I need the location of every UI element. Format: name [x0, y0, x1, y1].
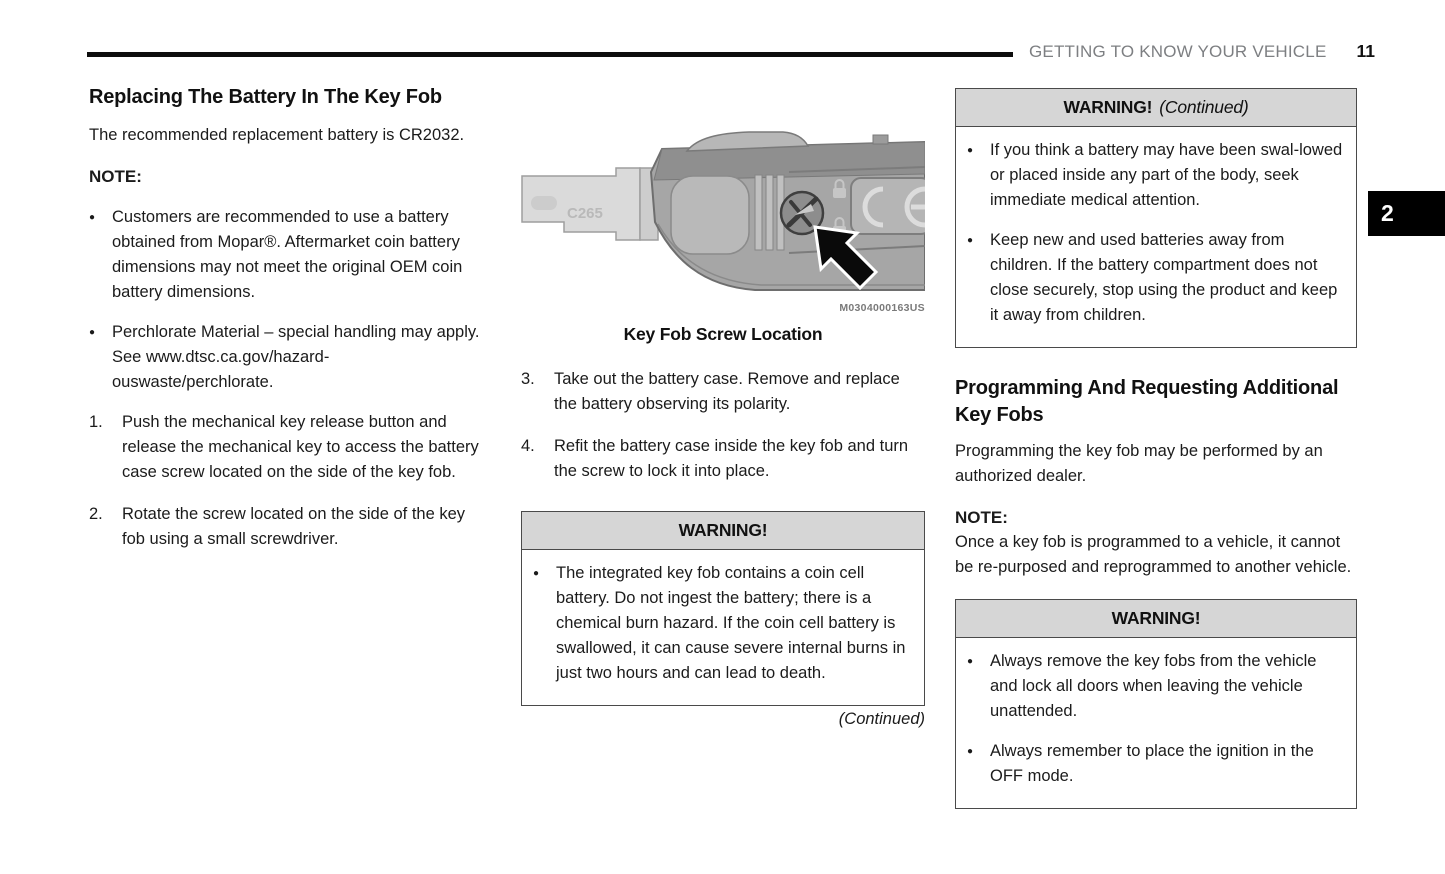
numbered-steps — [521, 367, 925, 484]
section-title: GETTING TO KNOW YOUR VEHICLE — [1029, 42, 1327, 61]
fob-ridge — [766, 175, 773, 250]
left-column — [89, 84, 487, 569]
step-2 — [89, 502, 487, 552]
bullet-text: ● Keep new and used batteries away from children. If the battery compartment does not close securely, stop using the product and keep it away from children. — [990, 231, 1338, 324]
step-3 — [521, 367, 925, 417]
bullet-text: ● Perchlorate Material – special handling may apply. See www.dtsc.ca.gov/hazard-ouswaste/perchlorate. — [112, 323, 480, 391]
bullet-text: ● The integrated key fob contains a coin cell battery. Do not ingest the battery; there is a chemical burn hazard. If the coin cell battery is swallowed, it can cause severe internal burns in just two hours and can lead to death. — [556, 564, 906, 682]
bullet-text: ● Always remove the key fobs from the vehicle and lock all doors when leaving the vehicle unattended. — [990, 652, 1317, 720]
key-blade-label: C265 — [567, 205, 603, 222]
key-blade-groove — [531, 196, 557, 210]
list-item — [533, 561, 912, 686]
step-number: 1. — [89, 413, 103, 431]
intro-paragraph: The recommended replacement battery is CR2032. — [89, 126, 465, 144]
numbered-steps — [89, 410, 487, 552]
warning-bullet-list — [533, 561, 912, 686]
figure-watermark: M0304000163US — [839, 302, 925, 314]
note-label: NOTE: — [89, 167, 142, 186]
page-number: 11 — [1356, 41, 1375, 61]
warning-box — [955, 599, 1357, 809]
note-bullet-list — [89, 205, 487, 395]
section-heading-replacing-battery: Replacing The Battery In The Key Fob — [89, 86, 442, 108]
key-fob-illustration — [521, 112, 925, 300]
warning-title-suffix: (Continued) — [1159, 97, 1249, 117]
warning-title — [956, 600, 1356, 638]
warning-title — [522, 512, 924, 550]
list-item — [967, 739, 1344, 789]
programming-intro: Programming the key fob may be performed by an authorized dealer. — [955, 442, 1323, 485]
warning-bullet-list — [967, 138, 1344, 328]
warning-title — [956, 89, 1356, 127]
key-fob-figure — [521, 112, 925, 345]
fob-grip-panel — [671, 176, 749, 254]
fob-nub — [873, 135, 888, 144]
step-1 — [89, 410, 487, 485]
warning-title-text: WARNING! — [1111, 608, 1201, 628]
warning-title-text: WARNING! — [678, 520, 768, 540]
step-4 — [521, 434, 925, 484]
warning-body — [956, 638, 1356, 808]
chapter-tab — [1368, 191, 1445, 236]
step-text: Rotate the screw located on the side of the key fob using a small screwdriver. — [122, 505, 466, 548]
list-item — [89, 205, 487, 305]
continued-note: (Continued) — [838, 710, 925, 728]
page-header — [1029, 41, 1375, 62]
list-item — [967, 649, 1344, 724]
step-number: 3. — [521, 370, 535, 388]
middle-column — [521, 112, 925, 729]
step-text: Push the mechanical key release button and release the mechanical key to access the battery case screw located on the side of the key fob. — [122, 413, 479, 481]
list-item — [89, 320, 487, 395]
warning-bullet-list — [967, 649, 1344, 789]
note-label: NOTE: — [955, 508, 1008, 527]
warning-box — [521, 511, 925, 706]
right-column — [955, 88, 1357, 809]
fob-ridge — [755, 175, 762, 250]
warning-body — [956, 127, 1356, 347]
bullet-text: ● Always remember to place the ignition in the OFF mode. — [990, 742, 1314, 785]
step-number: 4. — [521, 437, 535, 455]
chapter-tab-label: 2 — [1381, 200, 1394, 226]
warning-body — [522, 550, 924, 705]
header-rule — [87, 52, 1013, 57]
step-number: 2. — [89, 505, 103, 523]
bullet-text: ● Customers are recommended to use a battery obtained from Mopar®. Aftermarket coin battery dimensions may not meet the original OEM coin battery dimensions. — [112, 208, 463, 301]
bullet-text: ● If you think a battery may have been swal-lowed or placed inside any part of the body, seek immediate medical attention. — [990, 141, 1343, 209]
warning-continued-box — [955, 88, 1357, 348]
note-text: Once a key fob is programmed to a vehicle, it cannot be re-purposed and reprogrammed to another vehicle. — [955, 533, 1352, 576]
step-text: Refit the battery case inside the key fob and turn the screw to lock it into place. — [554, 437, 909, 480]
warning-title-text: WARNING! — [1063, 97, 1153, 117]
step-text: Take out the battery case. Remove and replace the battery observing its polarity. — [554, 370, 900, 413]
figure-caption: Key Fob Screw Location — [623, 324, 823, 344]
section-heading-programming: Programming And Requesting Additional Key Fobs — [955, 377, 1339, 426]
list-item — [967, 138, 1344, 213]
list-item — [967, 228, 1344, 328]
